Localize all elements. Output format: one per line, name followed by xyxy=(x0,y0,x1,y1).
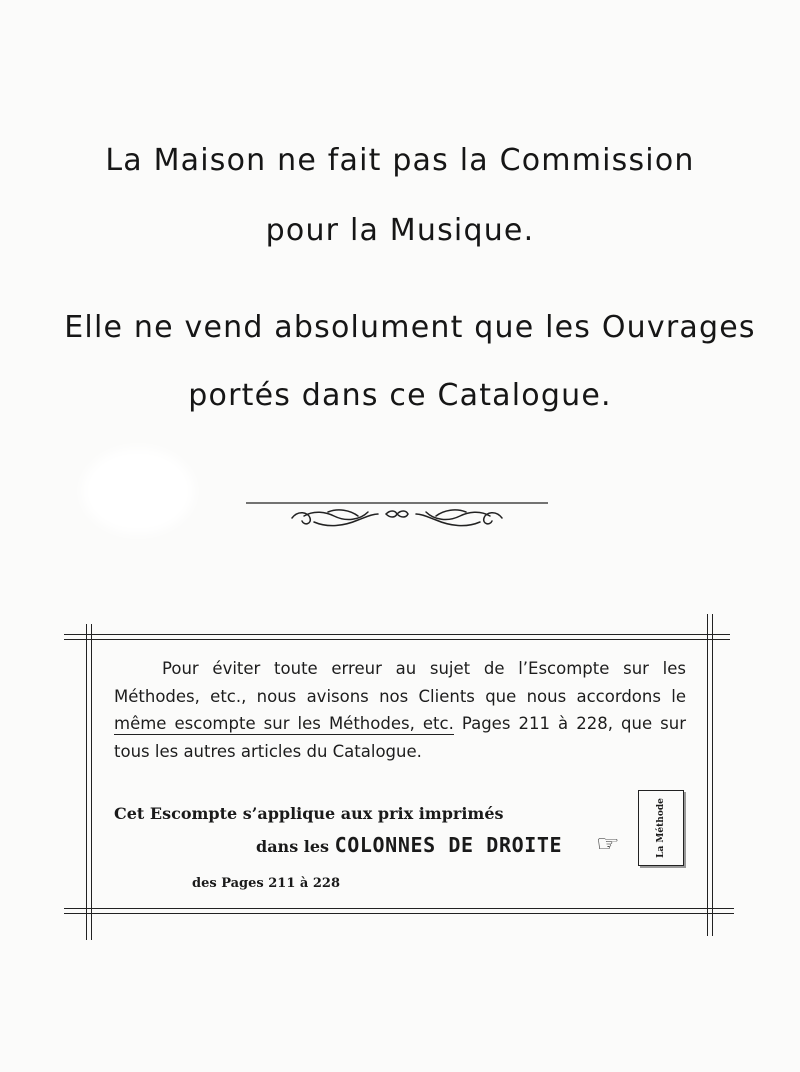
escompte-line-3: des Pages 211 à 228 xyxy=(192,876,341,891)
escompte-line-2 xyxy=(256,833,562,857)
escompte-line-1: Cet Escompte s’applique aux prix imprimés xyxy=(114,804,504,823)
box-bottom-rule xyxy=(64,908,734,909)
box-right-rule-inner xyxy=(712,614,713,936)
box-top-rule xyxy=(64,634,730,635)
methode-column-sample xyxy=(638,790,684,866)
ornament-divider-icon xyxy=(244,500,550,530)
box-left-rule-inner xyxy=(91,624,92,940)
methode-box-label: La Méthode xyxy=(656,798,666,858)
box-right-rule xyxy=(707,614,708,936)
notice-paragraph xyxy=(114,655,686,765)
escompte-columns-label: COLONNES DE DROITE xyxy=(334,833,563,857)
paper-blemish xyxy=(82,448,194,534)
box-top-rule-inner xyxy=(64,639,730,640)
notice-text-part-2: Pages 211 à 228, que sur tous les autres articles du Catalogue. xyxy=(114,714,686,761)
escompte-line-2-prefix: dans les xyxy=(256,837,330,856)
headline-line-2: pour la Musique. xyxy=(265,213,535,248)
pointing-hand-icon: ☞ xyxy=(596,832,620,857)
headline-line-1: La Maison ne fait pas la Commission xyxy=(105,143,695,178)
headline-line-4: portés dans ce Catalogue. xyxy=(188,378,612,413)
box-bottom-rule-inner xyxy=(64,913,734,914)
box-left-rule xyxy=(86,624,87,940)
notice-text-part-1: Pour éviter toute erreur au sujet de l’Escompte sur les Méthodes, etc., nous avisons nos Clients que nous accordons le xyxy=(114,659,686,706)
notice-underlined-text: même escompte sur les Méthodes, etc. xyxy=(114,714,454,733)
headline-line-3: Elle ne vend absolument que les Ouvrages xyxy=(64,310,756,345)
